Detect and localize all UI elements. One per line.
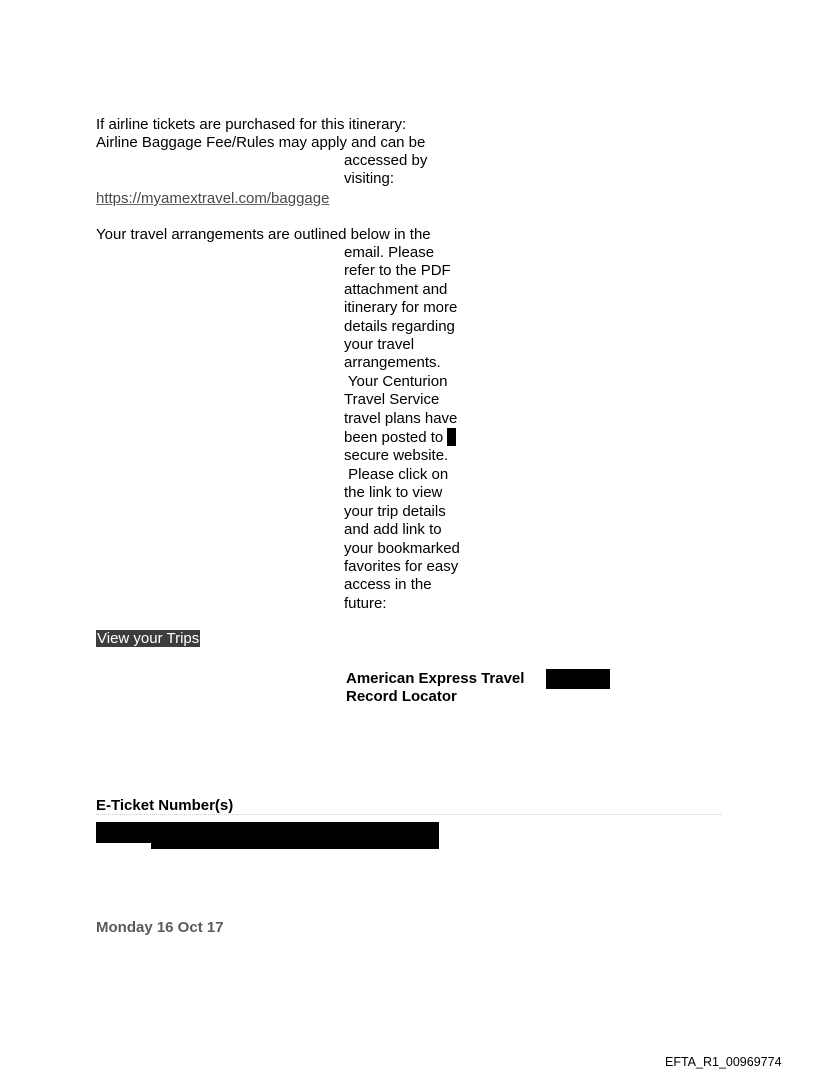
arrangements-line [344,428,460,447]
eticket-redaction-1 [96,822,152,843]
arrangements-line: the link to view [344,484,443,502]
arrangements-line: future: [344,594,387,612]
baggage-continuation-line: accessed by [344,152,428,169]
arrangements-line: arrangements. [344,354,441,372]
view-trips-link[interactable]: View your Trips [97,630,200,647]
arrangements-paragraph [344,244,460,613]
arrangements-line: attachment and [344,280,448,298]
arrangements-intro: Your travel arrangements are outlined below in the [96,226,431,243]
eticket-redaction-2 [151,822,439,849]
record-locator-label-2: Record Locator [346,688,457,705]
arrangements-line: your travel [344,336,415,354]
redaction-block [447,428,456,446]
arrangements-line: Please click on [344,465,449,483]
baggage-continuation-line: visiting: [344,170,395,188]
arrangements-line: your trip details [344,502,446,520]
arrangements-line-text: been posted to [344,429,444,447]
arrangements-line: and add link to [344,521,442,539]
arrangements-line: email. Please [344,244,435,261]
arrangements-line: your bookmarked [344,539,460,557]
arrangements-line: Travel Service [344,391,440,409]
arrangements-line: access in the [344,576,432,594]
arrangements-line: details regarding [344,317,455,335]
itinerary-date: Monday 16 Oct 17 [96,919,224,936]
record-locator-redaction [546,669,610,689]
arrangements-line: Your Centurion [344,372,448,390]
arrangements-line: refer to the PDF [344,262,451,280]
baggage-link[interactable]: https://myamextravel.com/baggage [96,190,330,207]
baggage-continuation [344,152,427,189]
record-locator-label-1: American Express Travel [346,670,525,687]
section-divider [96,814,721,815]
eticket-heading: E-Ticket Number(s) [96,797,234,814]
bates-number: EFTA_R1_00969774 [665,1055,782,1069]
arrangements-line: secure website. [344,447,449,465]
arrangements-line: travel plans have [344,409,458,427]
baggage-intro: If airline tickets are purchased for this itinerary: [96,116,407,133]
arrangements-line: favorites for easy [344,557,459,575]
arrangements-line: itinerary for more [344,299,458,317]
baggage-fee-line: Airline Baggage Fee/Rules may apply and can be [96,134,426,151]
